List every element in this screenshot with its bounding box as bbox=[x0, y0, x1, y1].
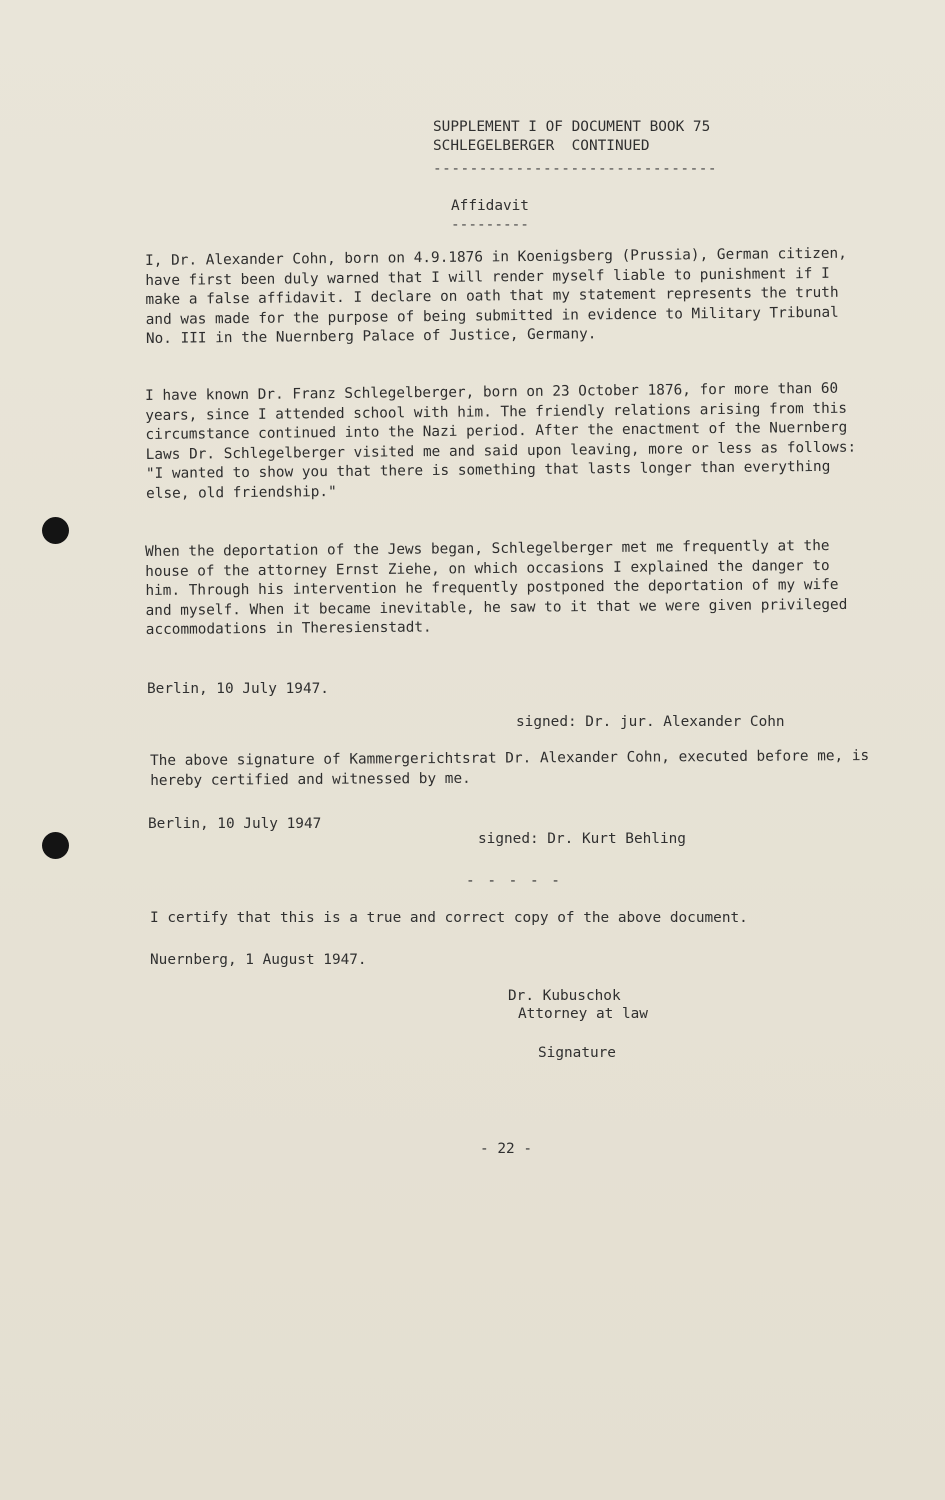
header-line-2: SCHLEGELBERGER CONTINUED bbox=[433, 138, 650, 154]
paragraph-deportation: When the deportation of the Jews began, Schlegelberger met me frequently at the house of the attorney Ernst Ziehe, on which occasions I explained the danger to him. Through his intervention he frequently postponed the deportation of my wife and myself. When it became inevitable, he saw to it that we were given privileged accommodations in Theresienstadt. bbox=[145, 538, 848, 638]
signature-affiant: signed: Dr. jur. Alexander Cohn bbox=[516, 714, 785, 730]
header-rule: ------------------------------- bbox=[433, 161, 718, 177]
place-date-witness: Berlin, 10 July 1947 bbox=[148, 816, 322, 832]
paragraph-friendship: I have known Dr. Franz Schlegelberger, born on 23 October 1876, for more than 60 years, since I attended school with him. The friendly relations arising from this circumstance continued into the Nazi period. After the enactment of the Nuernberg Laws Dr. Schlegelberger visited me and said upon leaving, more or less as follows: "I wanted to show you that there is something that lasts longer than everything else, old friendship." bbox=[145, 380, 857, 502]
section-separator: - - - - - bbox=[466, 873, 562, 889]
signature-label: Signature bbox=[538, 1045, 616, 1061]
header-line-1: SUPPLEMENT I OF DOCUMENT BOOK 75 bbox=[433, 119, 711, 135]
paragraph-witness-certification: The above signature of Kammergerichtsrat Dr. Alexander Cohn, executed before me, is hereby certified and witnessed by me. bbox=[150, 747, 870, 789]
punch-hole bbox=[42, 517, 69, 544]
page-number: - 22 - bbox=[480, 1141, 532, 1157]
paragraph-declaration: I, Dr. Alexander Cohn, born on 4.9.1876 in Koenigsberg (Prussia), German citizen, have first been duly warned that I will render myself liable to punishment if I make a false affidavit. I declare on oath that my statement represents the truth and was made for the purpose of being submitted in evidence to Military Tribunal No. III in the Nuernberg Palace of Justice, Germany. bbox=[145, 245, 847, 347]
counsel-role: Attorney at law bbox=[518, 1006, 648, 1022]
punch-hole bbox=[42, 832, 69, 859]
signature-witness: signed: Dr. Kurt Behling bbox=[478, 831, 686, 847]
counsel-name: Dr. Kubuschok bbox=[508, 988, 621, 1004]
place-date-counsel: Nuernberg, 1 August 1947. bbox=[150, 952, 367, 968]
copy-certification: I certify that this is a true and correct copy of the above document. bbox=[150, 910, 748, 926]
document-header bbox=[433, 118, 710, 156]
document-title: Affidavit bbox=[451, 198, 529, 214]
place-date-affiant: Berlin, 10 July 1947. bbox=[147, 681, 329, 697]
title-rule: --------- bbox=[451, 217, 529, 233]
